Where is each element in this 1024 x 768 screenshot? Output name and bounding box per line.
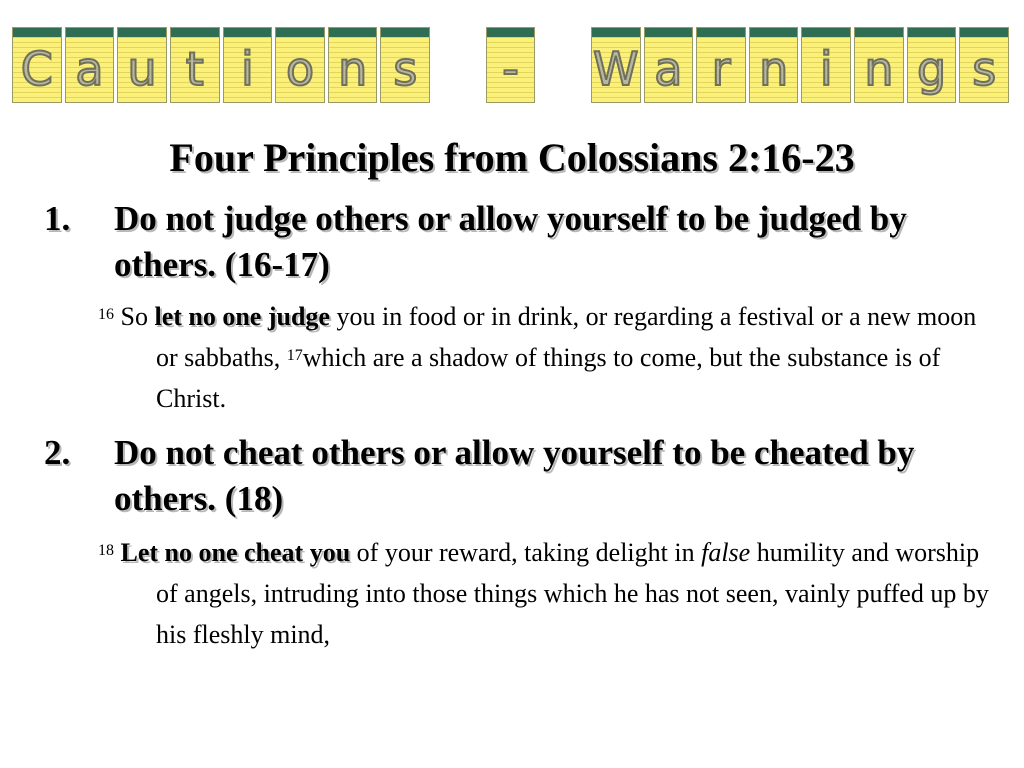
- principle-text: Do not judge others or allow yourself to be judged by others. (16-17): [114, 199, 907, 284]
- verse-text: humility and worship of angels, intruding into those things which he has not seen, vainly puffed up by his fleshly mind,: [156, 538, 989, 649]
- principle-text: Do not cheat others or allow yourself to be cheated by others. (18): [114, 433, 915, 518]
- verse-number: 18: [98, 542, 114, 559]
- banner-tile: [644, 27, 694, 103]
- banner-letter: -: [502, 42, 519, 96]
- principle-2: [44, 430, 994, 522]
- banner-tile: [854, 27, 904, 103]
- banner-letter: o: [285, 42, 315, 96]
- banner-letter: n: [759, 42, 789, 96]
- banner-letter: u: [127, 42, 157, 96]
- banner-tile: [433, 27, 483, 103]
- banner-tile: [170, 27, 220, 103]
- banner-tile: [907, 27, 957, 103]
- banner-letter: i: [240, 42, 254, 96]
- banner-letter: s: [393, 42, 418, 96]
- banner-letter: n: [864, 42, 894, 96]
- principle-1: [44, 196, 994, 288]
- banner-letter: i: [819, 42, 833, 96]
- banner-tile: [749, 27, 799, 103]
- verse-text: of your reward, taking delight in: [350, 538, 702, 567]
- verse-number: 16: [98, 306, 114, 323]
- banner-tile: [12, 27, 62, 103]
- verse-18: [98, 532, 998, 655]
- banner-tile: [696, 27, 746, 103]
- banner-letter: W: [593, 42, 639, 96]
- verse-text: which are a shadow of things to come, but the substance is of Christ.: [156, 343, 941, 413]
- verse-number: 17: [286, 347, 303, 364]
- banner-tile: [801, 27, 851, 103]
- verse-emphasis: let no one judge: [154, 302, 330, 331]
- banner-tile: [328, 27, 378, 103]
- banner-letter: t: [185, 42, 204, 96]
- verse-16-17: [98, 296, 998, 419]
- banner-tile: [380, 27, 430, 103]
- banner-letter: r: [711, 42, 731, 96]
- banner-tile: [223, 27, 273, 103]
- banner-letter: a: [654, 42, 683, 96]
- verse-text: So: [114, 302, 155, 331]
- banner-letter: n: [338, 42, 368, 96]
- verse-italic: false: [701, 538, 751, 567]
- banner-tile: [591, 27, 641, 103]
- verse-text: you in food or in drink, or regarding a festival or a new moon or sabbaths,: [156, 302, 977, 372]
- verse-emphasis: Let no one cheat you: [120, 538, 351, 567]
- banner-letter: a: [75, 42, 104, 96]
- banner-tile: [275, 27, 325, 103]
- banner-tile: [959, 27, 1009, 103]
- banner-tile: [65, 27, 115, 103]
- principle-number: 2.: [44, 433, 71, 472]
- banner-tile: [117, 27, 167, 103]
- banner-letter: s: [972, 42, 997, 96]
- banner-tile: [486, 27, 536, 103]
- principle-number: 1.: [44, 199, 71, 238]
- banner-tile: [538, 27, 588, 103]
- banner-letter: C: [20, 42, 53, 96]
- cautions-warnings-banner: [12, 27, 1012, 105]
- banner-letter: g: [916, 42, 947, 96]
- slide-title: Four Principles from Colossians 2:16-23: [169, 135, 855, 180]
